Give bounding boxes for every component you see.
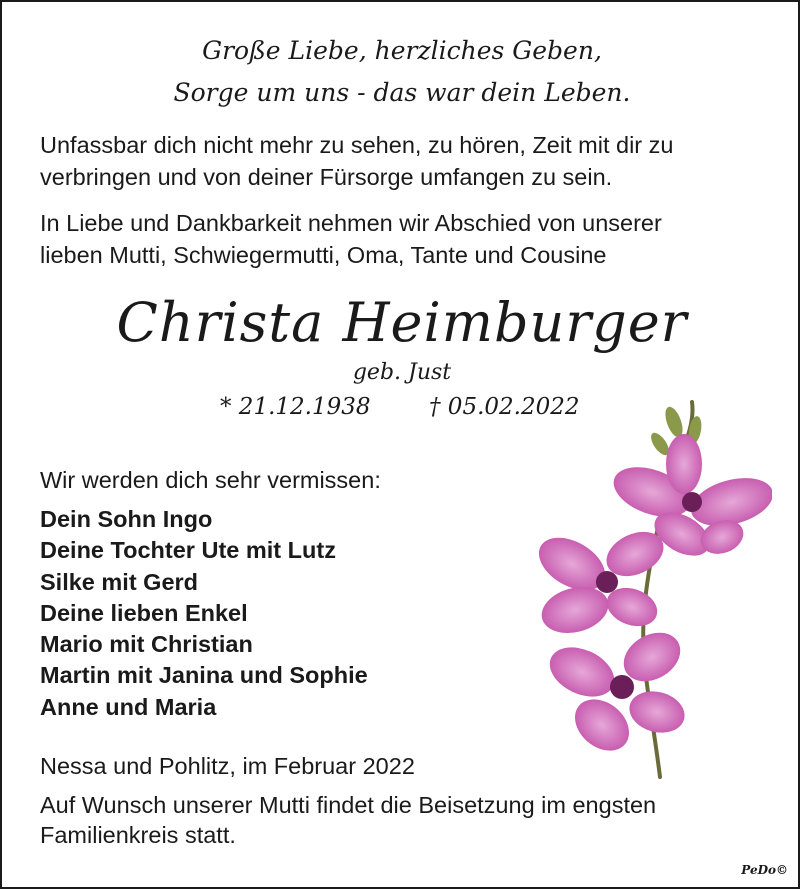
- verse-line-1: Große Liebe, herzliches Geben,: [202, 36, 602, 65]
- family-member: Deine lieben Enkel: [40, 599, 248, 626]
- intro-line-2: verbringen und von deiner Fürsorge umfangen zu sein.: [40, 164, 613, 190]
- family-list: [40, 504, 368, 723]
- family-member: Anne und Maria: [40, 693, 217, 720]
- place-and-date: Nessa und Pohlitz, im Februar 2022: [40, 753, 415, 779]
- burial-note: [40, 790, 656, 850]
- family-member: Dein Sohn Ingo: [40, 506, 213, 532]
- orchid-flower-icon: [532, 382, 772, 792]
- death-date: † 05.02.2022: [429, 394, 580, 420]
- family-member: Martin mit Janina und Sophie: [40, 662, 368, 689]
- burial-note-line-2: Familienkreis statt.: [40, 822, 236, 848]
- intro-line-1: Unfassbar dich nicht mehr zu sehen, zu hören, Zeit mit dir zu: [40, 132, 674, 158]
- intro-paragraph: [40, 129, 780, 193]
- miss-line: Wir werden dich sehr vermissen:: [40, 467, 381, 493]
- maiden-name: geb. Just: [352, 360, 452, 385]
- memorial-verse: [2, 30, 800, 114]
- farewell-line-2: lieben Mutti, Schwiegermutti, Oma, Tante und Cousine: [40, 242, 607, 268]
- family-member: Mario mit Christian: [40, 631, 253, 658]
- burial-note-line-1: Auf Wunsch unserer Mutti findet die Beisetzung im engsten: [40, 792, 657, 818]
- deceased-name: Christa Heimburger: [116, 291, 688, 354]
- farewell-line-1: In Liebe und Dankbarkeit nehmen wir Abschied von unserer: [40, 210, 662, 236]
- watermark: PeDo©: [741, 863, 788, 877]
- family-member: Silke mit Gerd: [40, 568, 199, 595]
- verse-line-2: Sorge um uns - das war dein Leben.: [173, 78, 631, 107]
- birth-date: * 21.12.1938: [220, 394, 371, 420]
- family-member: Deine Tochter Ute mit Lutz: [40, 537, 336, 564]
- farewell-paragraph: [40, 207, 780, 271]
